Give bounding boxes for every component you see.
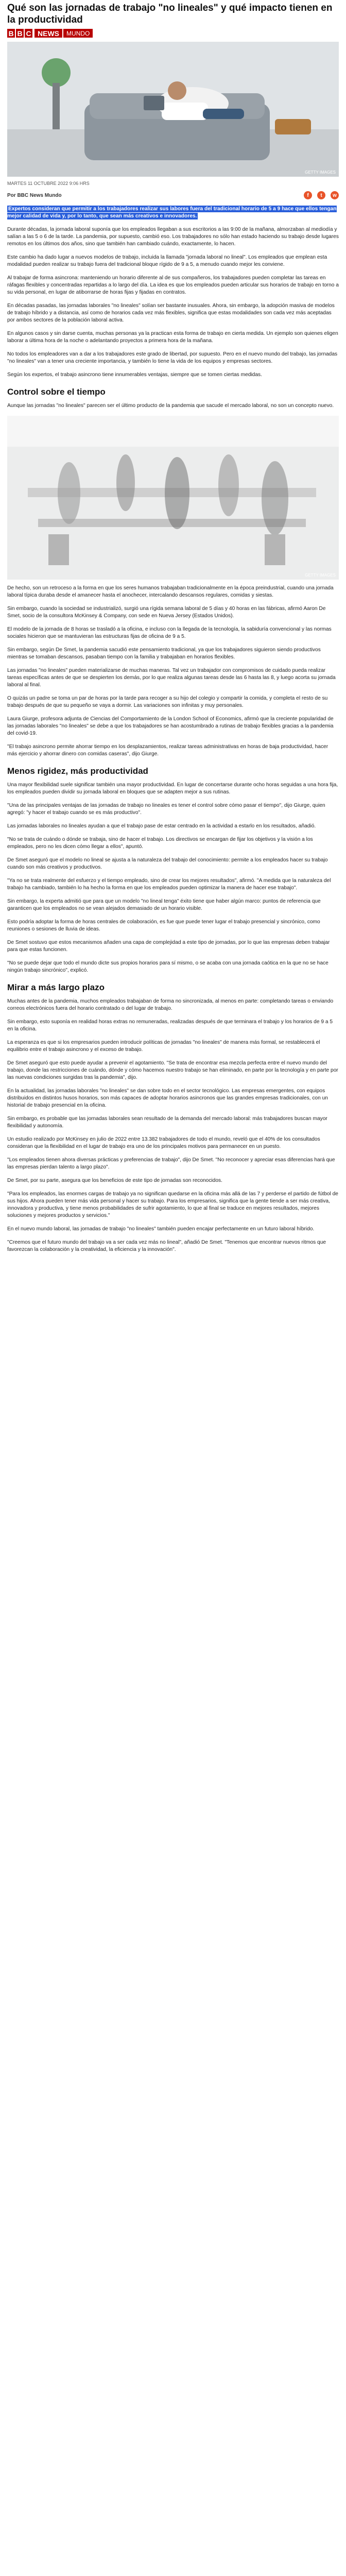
office-image: [7, 416, 339, 580]
paragraph: Durante décadas, la jornada laboral suponía que los empleados llegaban a sus escritorios a las 9:00 de la mañana, almorzaban al mediodía y salían a las 5 o 6 de la tarde. La pandemia, por supuesto, cambió eso. Los trabajadores no sólo han estado haciendo su trabajo desde lugares remotos en los últimos dos años, sino que también han cambiado cuándo, exactamente, lo hacen.: [7, 227, 339, 247]
plazo-section: [7, 998, 339, 1253]
paragraph: "Los empleados tienen ahora diversas prácticas y preferencias de trabajo", dijo De Smet. "No reconocer y apreciar esas diferencias hará que las empresas pierdan talento a largo plazo".: [7, 1157, 335, 1170]
paragraph: En la actualidad, las jornadas laborales "no lineales" se dan sobre todo en el sector tecnológico. Las empresas emergentes, con equipos distribuidos en distintos husos horarios, son más capaces de adoptar horarios asincronos que las grandes empresas tradicionales, con un historial de trabajo presencial en la oficina.: [7, 1088, 328, 1108]
logo-mundo: MUNDO: [63, 29, 93, 38]
paragraph: De Smet aseguró que el modelo no lineal se ajusta a la naturaleza del trabajo del conocimiento: permite a los empleados hacer su trabajo cuando son más creativos y productivos.: [7, 857, 328, 870]
office-illustration: [7, 416, 339, 580]
paragraph: Esto podría adoptar la forma de horas centrales de colaboración, es fue que puede tener lugar el trabajo presencial y sincrónico, como reuniones o sesiones de lluvia de ideas.: [7, 919, 320, 932]
article: [0, 0, 346, 1253]
whatsapp-icon[interactable]: w: [331, 191, 339, 199]
paragraph: "No se puede dejar que todo el mundo dicte sus propios horarios para sí mismo, o se acaba con una jornada caótica en la que no se hace ningún trabajo sincrónico", explicó.: [7, 960, 328, 973]
bbc-news-mundo-logo[interactable]: [7, 29, 339, 38]
paragraph: Sin embargo, la experta admitió que para que un modelo "no lineal tenga" éxito tiene que haber algún marco: puntos de referencia que garanticen que los empleados no se vean alejados demasiado de un horario visible.: [7, 899, 321, 911]
paragraph: Una mayor flexibilidad suele significar también una mayor productividad. En lugar de concertarse durante ocho horas seguidas a una hora fija, los empleados pueden dividir su jornada laboral en bloques que se adapten mejor a sus rutinas.: [7, 782, 338, 795]
photo-credit: GETTY IMAGES: [305, 170, 336, 175]
paragraph: En algunos casos y sin darse cuenta, muchas personas ya la practican esta forma de trabajo en cierta medida. Un ejemplo son quienes eligen laborar a última hora de la noche o adelantando proyectos a primera hora de la mañana.: [7, 331, 338, 344]
paragraph: "Una de las principales ventajas de las jornadas de trabajo no lineales es tener el control sobre cómo pasar el tiempo", dijo Giurge, quien agregó: "y hacer el trabajo cuando se es más productivo".: [7, 803, 325, 816]
paragraph: Según los expertos, el trabajo asincrono tiene innumerables ventajas, siempre que se tomen ciertas medidas.: [7, 372, 262, 378]
paragraph: Las jornadas "no lineales" pueden materializarse de muchas maneras. Tal vez un trabajador con compromisos de cuidado pueda realizar tareas específicas antes de que se despierten los demás, por lo que realiza algunas tareas desde las 6 hasta las 8, y luego acorta su jornada laboral al final.: [7, 668, 336, 688]
paragraph: Al trabajar de forma asincrona: manteniendo un horario diferente al de sus compañeros, los trabajadores pueden completar las tareas en ráfagas flexibles y concentradas repartidas a lo largo del día. La idea es que los empleados pueden articular sus horarios de trabajo en torno a su vida personal, en lugar de atiborrarse de horas fijas y fijadas en contratos.: [7, 275, 339, 295]
paragraph: En el nuevo mundo laboral, las jornadas de trabajo "no lineales" también pueden encajar perfectamente en un futuro laboral híbrido.: [7, 1226, 315, 1232]
paragraph: Laura Giurge, profesora adjunta de Ciencias del Comportamiento de la London School of Economics, afirmó que la creciente popularidad de las jornadas laborales "no lineales" se debe a que los trabajadores se han acostumbrado a rutinas de trabajo flexibles gracias a la pandemia del covid-19.: [7, 716, 334, 736]
rigidez-section: [7, 782, 339, 974]
logo-news: NEWS: [34, 29, 62, 38]
lead-highlight: Expertos consideran que permitir a los trabajadores realizar sus labores fuera del tradicional horario de 5 a 9 hace que ellos tengan mejor calidad de vida y, por lo tanto, que sean más creativos e innovadores.: [7, 206, 337, 219]
paragraph: Aunque las jornadas "no lineales" parecen ser el último producto de la pandemia que sacude el mercado laboral, no son un concepto nuevo.: [7, 403, 334, 409]
section-heading-rigidez: Menos rigidez, más productividad: [7, 766, 148, 776]
logo-letter-b1: B: [7, 29, 15, 38]
paragraph: Sin embargo, esto suponía en realidad horas extras no remuneradas, realizadas después de que terminara el trabajo y los horarios de 9 a 5 en la oficina.: [7, 1019, 333, 1032]
control-section: [7, 585, 339, 758]
headline: Qué son las jornadas de trabajo "no lineales" y qué impacto tienen en la productividad: [7, 3, 333, 25]
paragraph: "Para los empleados, las enormes cargas de trabajo ya no significan quedarse en la oficina más allá de las 7 y perderse el partido de fútbol de sus hijos. Ahora pueden tener más vida personal y hacer su trabajo. Para los empresarios, significa que la gente tiende a ser más creativa, innovadora y productiva, y tiene menos probabilidades de sufrir agotamiento, lo que al final se traduce en mejores resultados, mejores soluciones y mejores productos y servicios.": [7, 1191, 338, 1218]
facebook-icon[interactable]: f: [304, 191, 312, 199]
paragraph: Sin embargo, cuando la sociedad se industrializó, surgió una rígida semana laboral de 5 días y 40 horas en las fábricas, afirmó Aaron De Smet, socio de la consultora McKinsey & Company, con sede en Nueva Jersey (Estados Unidos).: [7, 606, 326, 619]
paragraph: El modelo de la jornada de 8 horas se trasladó a la oficina, e incluso con la llegada de la tecnología, la sabiduría convencional y las normas sociales hicieron que se mantuvieran las estructuras fijas de oficina de 9 a 5.: [7, 626, 332, 639]
paragraph: De Smet, por su parte, asegura que los beneficios de este tipo de jornadas son reconocidos.: [7, 1178, 222, 1183]
hero-illustration: [7, 42, 339, 177]
byline: Por BBC News Mundo: [7, 192, 62, 198]
paragraph: Muchas antes de la pandemia, muchos empleados trabajaban de forma no sincronizada, al menos en parte: completando tareas o enviando correos electrónicos fuera del horario contratado o del lugar de trabajo.: [7, 998, 334, 1011]
intro-section: [7, 226, 339, 379]
section-heading-plazo: Mirar a más largo plazo: [7, 982, 105, 992]
paragraph: "No se trata de cuándo o dónde se trabaja, sino de hacer el trabajo. Los directivos se encargan de fijar los objetivos y la visión a los empleados, pero no les dicen cómo llegar a ellos", apuntó.: [7, 837, 313, 850]
paragraph: O quizás un padre se toma un par de horas por la tarde para recoger a su hijo del colegio y compartir la comida, y completa el resto de su trabajo después de que su pequeño se vaya a dormir. Las variaciones son infinitas y muy personales.: [7, 696, 328, 708]
lead-paragraph: [7, 206, 339, 220]
logo-letter-c: C: [25, 29, 32, 38]
paragraph: Este cambio ha dado lugar a nuevos modelos de trabajo, incluida la llamada "jornada laboral no lineal". Los empleados que emplean esta modalidad pueden realizar su trabajo fuera del tradicional bloque rígido de 9 a 5, a menudo cuando mejor les conviene.: [7, 255, 327, 267]
paragraph: "El trabajo asincrono permite ahorrar tiempo en los desplazamientos, realizar tareas administrativas en horas de baja productividad, hacer más ejercicio y ahorrar dinero con comidas caseras", dijo Giurge.: [7, 744, 328, 757]
logo-letter-b2: B: [16, 29, 24, 38]
paragraph: Un estudio realizado por McKinsey en julio de 2022 entre 13.382 trabajadores de todo el mundo, reveló que el 40% de los consultados consideran que la flexibilidad en el lugar de trabajo era uno de los principales motivos para permanecer en un puesto.: [7, 1137, 320, 1149]
paragraph: No todos los empleadores van a dar a los trabajadores este grado de libertad, por supuesto. Pero en el nuevo mundo del trabajo, las jornadas "no lineales" van a tener una creciente importancia, y también lo tiene la vida de los equipos y empresas sectores.: [7, 351, 338, 364]
hero-image: [7, 42, 339, 177]
paragraph: "Creemos que el futuro mundo del trabajo va a ser cada vez más no lineal", añadió De Smet. "Tenemos que encontrar nuevos ritmos que favorezcan la colaboración y la creatividad, la eficiencia y la innovación".: [7, 1240, 326, 1252]
dateline: MARTES 11 OCTUBRE 2022 9:06 HRS: [7, 181, 90, 186]
share-buttons: [304, 191, 339, 199]
paragraph: "Ya no se trata realmente del esfuerzo y el tiempo empleado, sino de crear los mejores resultados", afirmó. "A medida que la naturaleza del trabajo ha cambiado, también lo ha hecho la forma en que los empleados pueden optimizar la manera de hacer ese trabajo".: [7, 878, 331, 891]
paragraph: De Smet sostuvo que estos mecanismos añaden una capa de complejidad a este tipo de jornadas, por lo que las empresas deben trabajar para que estas funcionen.: [7, 940, 330, 953]
paragraph: De hecho, son un retroceso a la forma en que los seres humanos trabajaban tradicionalmente en la época preindustrial, cuando una jornada laboral típica duraba desde el amanecer hasta el anochecer, intercalando descansos regulares, comidas y siestas.: [7, 585, 334, 598]
photo-credit: GETTY IMAGES: [305, 573, 336, 578]
paragraph: En décadas pasadas, las jornadas laborales "no lineales" solían ser bastante inusuales. Ahora, sin embargo, la adopción masiva de modelos de trabajo híbrido y a distancia, así como de horarios cada vez más flexibles, significa que estas modalidades son cada vez más aceptadas por ambos sectores de la población laboral activa.: [7, 303, 335, 323]
paragraph: De Smet aseguró que esto puede ayudar a prevenir el agotamiento. "Se trata de encontrar esa mezcla perfecta entre el nuevo mundo del trabajo, donde las restricciones de cuándo, dónde y cómo hacemos nuestro trabajo se han eliminado, en parte por la tecnología y en parte por las nuevas condiciones surgidas tras la pandemia", dijo.: [7, 1060, 338, 1080]
paragraph: Sin embargo, es probable que las jornadas laborales sean resultado de la demanda del mercado laboral: más trabajadores buscan mayor flexibilidad y autonomía.: [7, 1116, 327, 1129]
byline-row: [7, 191, 339, 199]
section-heading-control: Control sobre el tiempo: [7, 387, 106, 397]
paragraph: Las jornadas laborales no lineales ayudan a que el trabajo pase de estar centrado en la actividad a estarlo en los resultados, añadió.: [7, 823, 316, 829]
twitter-icon[interactable]: t: [317, 191, 325, 199]
paragraph: La esperanza es que si los empresarios pueden introducir políticas de jornadas "no lineales" de manera más formal, se restablecerá el equilibrio entre el trabajo asincrono y el exceso de trabajo.: [7, 1040, 320, 1053]
paragraph: Sin embargo, según De Smet, la pandemia sacudió este pensamiento tradicional, ya que los trabajadores siguieron siendo productivos mientras se tomaban descansos, pasaban tiempo con la familia y trabajaban en horarios flexibles.: [7, 647, 321, 660]
